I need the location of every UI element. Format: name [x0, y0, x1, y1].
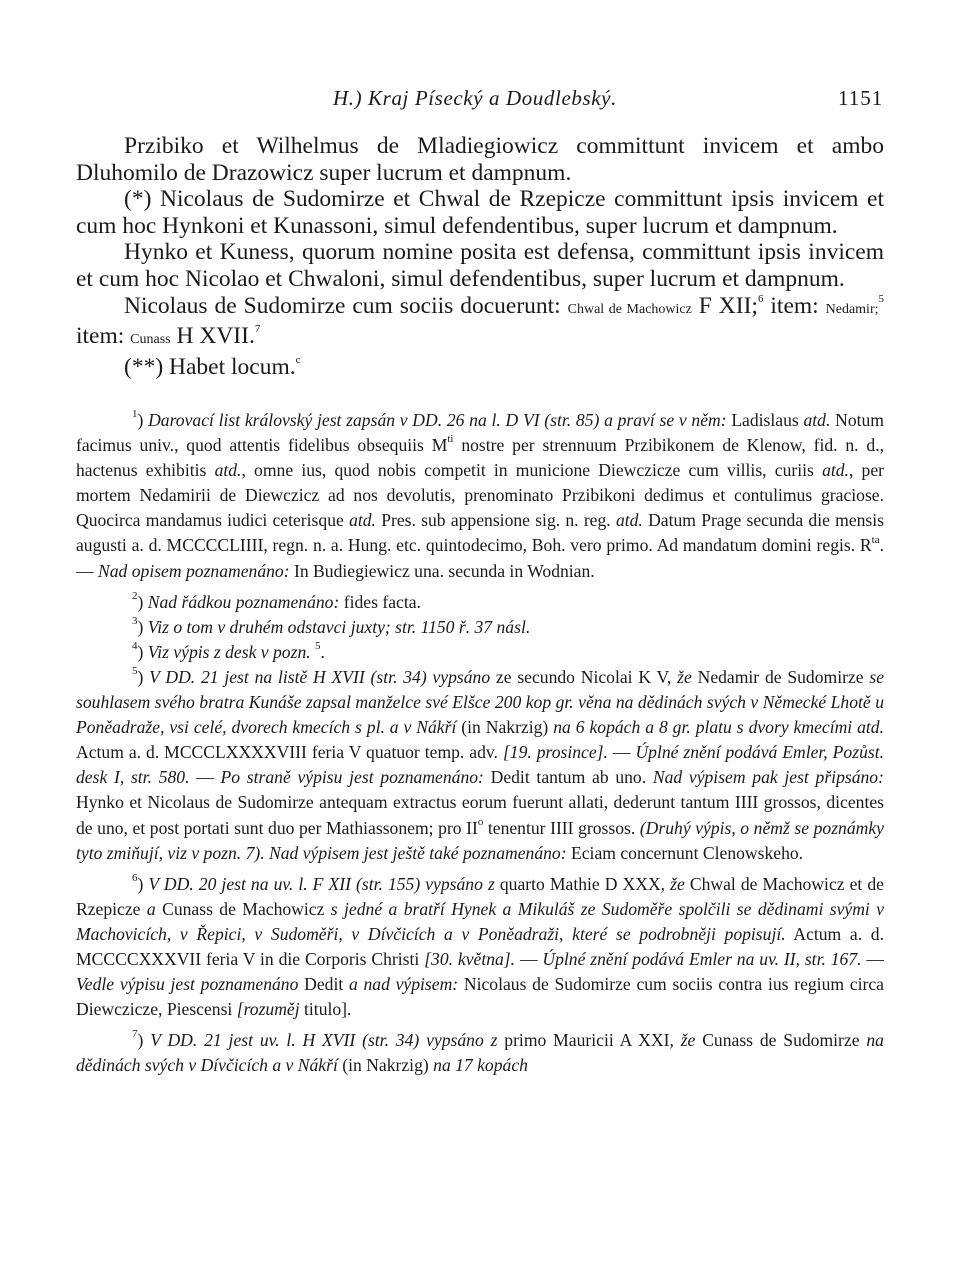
footnote: $^1$) Darovací list královský jest zapsán v DD. 26 na l. D VI (str. 85) a praví se v něm: Ladislaus atd. Notum facimus univ., quod attentis fidelibus obsequiis $M^{ti}$ nostre per strennuum Przibikonem de Klenow, fid. n. d., hactenus exhibitis atd., omne ius, quod nobis competit in municione Diewczicze cum villis, curiis atd., per mortem Nedamirii de Diewczicz ad nos devolutis, prenominato Przibikoni dedimus et contulimus graciose. Quocirca mandamus iudici ceterisque atd. Pres. sub appensione sig. n. reg. atd. Datum Prage secunda die mensis augusti a. d. MCCCCLIIII, regn. n. a. Hung. etc. quintodecimo, Boh. vero primo. Ad mandatum domini regis. $R^{ta}$. — Nad opisem poznamenáno: In Budiegiewicz una. secunda in Wodnian. [76, 408, 885, 581]
footnote: $^5$) V DD. 21 jest na listě H XVII (str. 34) vypsáno ze secundo Nicolai K V, že Nedamir de Sudomirze se souhlasem svého bratra Kunáše zapsal manželce své Elšce 200 kop gr. věna na dědinách svých v Německé Lhotě u Poněadraže, vsi celé, dvorech kmecích s pl. a v Nákří (in Nakrzig) na 6 kopách a 8 gr. platu s dvory kmecími atd. Actum a. d. MCCCLXXXXVIII feria V quatuor temp. adv. [19. prosince]. — Úplné znění podává Emler, Pozůst. desk I, str. 580. — Po straně výpisu jest poznamenáno: Dedit tantum ab uno. Nad výpisem pak jest připsáno: Hynko et Nicolaus de Sudomirze antequam extractus eorum fuerunt allati, dederunt tantum IIII grossos, dicentes de uno, et post portati sunt duo per Mathiassonem; pro $II^o$ tenentur IIII grossos. (Druhý výpis, o němž se poznámky tyto zmiňují, viz v pozn. 7). Nad výpisem jest ještě také poznamenáno: Eciam concernunt Clenowskeho. [76, 665, 885, 863]
footnote-ref: 6 [757, 292, 764, 305]
note-text: Datum Prage secunda die mensis augusti a. d. MCCCCLIIII, regn. n. a. Hung. etc. quintodecimo, Boh. vero primo. Ad mandatum domini regis. R [76, 510, 885, 556]
main-text [76, 133, 884, 380]
paragraph [76, 354, 884, 381]
note-text: primo Mauricii A XXI, [504, 1030, 674, 1051]
note-text: , omne ius, quod nobis competit in municione Diewczicze cum villis, curiis [241, 460, 814, 481]
name-note: Chwal de Machowicz [567, 301, 692, 317]
footnote-ref: 7 [254, 323, 261, 336]
note-text: Pres. sub appensione sig. n. reg. [381, 510, 611, 531]
note-comment: Nad opisem poznamenáno: [98, 560, 290, 581]
note-comment: V DD. 21 jest uv. l. H XVII (str. 34) vypsáno z [150, 1030, 498, 1051]
note-text: , per mortem Nedamirii de Diewczicz ad nos devolutis, prenominato Przibikoni dedimus et contulimus graciose. Quocirca mandamus iudici ceterisque [76, 460, 885, 531]
paragraph [76, 133, 884, 186]
note-comment: atd. [615, 510, 643, 531]
note-comment: že [677, 666, 692, 687]
name-note: Cunass [130, 332, 171, 348]
footnote: $^4$) Viz výpis z desk v pozn. $^5$. [132, 639, 325, 662]
note-text: Dedit [304, 974, 344, 995]
note-text: Cunass de Sudomirze [702, 1030, 860, 1051]
footnote-ref: 5 [878, 292, 884, 305]
note-comment: (Druhý výpis, o němž se poznámky tyto zmiňují, viz v pozn. 7). Nad výpisem jest ještě také poznamenáno: [76, 817, 884, 863]
note-text: — [519, 948, 538, 969]
paragraph-text: item: [76, 323, 125, 350]
footnote-mark: 7 [132, 1028, 138, 1041]
note-text: — [196, 767, 214, 788]
note-text: Actum a. d. MCCCCXXXVII feria V in die Corporis Christi [76, 923, 884, 969]
note-comment: [19. prosince]. [502, 742, 608, 763]
note-comment: Nad výpisem pak jest připsáno: [652, 767, 884, 788]
paragraph-text: item: [770, 292, 819, 319]
footnotes [76, 408, 884, 1078]
note-text: Notum facimus univ., quod attentis fidelibus obsequiis M [76, 410, 884, 456]
note-comment: Viz výpis z desk v pozn. [147, 641, 311, 662]
note-text: Cunass de Machowicz [162, 898, 325, 919]
note-comment: a [146, 898, 156, 919]
footnote-mark: 2 [132, 589, 138, 602]
note-text: In Budiegiewicz una. secunda in Wodnian. [293, 560, 595, 581]
note-text: Actum a. d. MCCCLXXXXVIII feria V quatuor temp. adv. [76, 742, 498, 763]
footnote: $^2$) Nad řádkou poznamenáno: fides facta. [132, 589, 421, 612]
paragraph [76, 239, 884, 292]
paragraph [76, 186, 884, 239]
footnote: $^6$) V DD. 20 jest na uv. l. F XII (str. 155) vypsáno z quarto Mathie D XXX, že Chwal de Machowicz et de Rzepicze a Cunass de Machowicz s jedné a bratří Hynek a Mikuláš ze Sudoměře spolčili se dědinami svými v Machovicích, v Řepici, v Sudoměři, v Dívčicích a v Poněadraži, které se podrobněji popisují. Actum a. d. MCCCCXXXVII feria V in die Corporis Christi [30. května]. — Úplné znění podává Emler na uv. II, str. 167. — Vedle výpisu jest poznamenáno Dedit a nad výpisem: Nicolaus de Sudomirze cum sociis contra ius regium circa Diewczicze, Piescensi [rozuměj titulo]. [76, 871, 884, 1020]
note-text: (in Nakrzig) [342, 1055, 429, 1076]
note-text: ze secundo Nicolai K V, [495, 666, 672, 687]
note-text: . [320, 641, 325, 662]
note-text: — [612, 742, 631, 763]
superscript: ta [871, 533, 880, 546]
footnote: $^3$) Viz o tom v druhém odstavci juxty; str. 1150 ř. 37 násl. [132, 614, 531, 637]
note-comment: Úplné znění podává Emler, Pozůst. desk I, str. 580. [76, 742, 884, 788]
page-header [0, 86, 960, 116]
note-text: quarto Mathie D XXX, [499, 873, 666, 894]
note-text: Ladislaus [731, 410, 799, 430]
note-comment: [rozuměj [236, 999, 300, 1020]
note-comment: atd. [349, 510, 376, 531]
register-ref: H XVII. [176, 323, 255, 350]
note-comment: atd. [803, 410, 831, 430]
running-title: H.) Kraj Písecký a Doudlebský. [333, 86, 617, 110]
note-comment: se souhlasem svého bratra Kunáše zapsal manželce své Elšce 200 kop gr. věna na dědinách svých v Německé Lhotě u Poněadraže, vsi celé, dvorech kmecích s pl. a v Nákří [76, 666, 885, 738]
paragraph [76, 293, 884, 354]
superscript: 5 [315, 639, 321, 652]
note-text: Nicolaus de Sudomirze cum sociis contra ius regium circa Diewczicze, Piescensi [76, 974, 884, 1020]
note-comment: V DD. 20 jest na uv. l. F XII (str. 155) vypsáno z [148, 873, 495, 894]
superscript: o [477, 815, 484, 828]
paragraph-text: Hynko et Kuness, quorum nomine posita est defensa, committunt ipsis invicem et cum hoc Nicolao et Chwaloni, simul defendentibus, super lucrum et dampnum. [76, 239, 884, 292]
note-comment: na 17 kopách [433, 1055, 528, 1076]
note-comment: že [680, 1030, 696, 1051]
footnote-mark: 5 [132, 665, 138, 678]
note-comment: Darovací list královský jest zapsán v DD. 26 na l. D VI (str. 85) a praví se v něm: [148, 410, 727, 430]
note-text: — [866, 948, 884, 969]
note-text: Chwal de Machowicz et de Rzepicze [76, 873, 884, 919]
note-comment: že [670, 873, 685, 894]
note-text: (in Nakrzig) [461, 717, 549, 738]
paragraph-text: Nicolaus de Sudomirze cum sociis docuerunt: [124, 292, 561, 319]
note-comment: Nad řádkou poznamenáno: [147, 591, 340, 612]
note-comment: Po straně výpisu jest poznamenáno: [220, 767, 484, 788]
paragraph-text: (*) Nicolaus de Sudomirze et Chwal de Rzepicze committunt ipsis invicem et cum hoc Hynkoni et Kunassoni, simul defendentibus, super lucrum et dampnum. [76, 186, 884, 239]
note-comment: s jedné a bratří Hynek a Mikuláš ze Sudoměře spolčili se dědinami svými v Machovicích, v Řepici, v Sudoměři, v Dívčicích a v Poněadraži, které se podrobněji popisují. [76, 898, 884, 944]
page-number: 1151 [838, 86, 884, 110]
note-text: Hynko et Nicolaus de Sudomirze antequam extractus eorum fuerunt allati, dederunt tantum IIII grossos, dicentes de uno, et post portati sunt duo per Mathiassonem; pro II [76, 792, 884, 838]
register-ref: F XII; [698, 292, 758, 319]
paragraph-text: Przibiko et Wilhelmus de Mladiegiowicz committunt invicem et ambo Dluhomilo de Drazowicz super lucrum et dampnum. [76, 133, 884, 186]
note-comment: atd. [214, 460, 242, 481]
paragraph-text: (**) Habet locum. [124, 353, 296, 380]
note-text: titulo]. [304, 999, 352, 1020]
note-comment: atd. [822, 460, 849, 481]
note-text: tenentur IIII grossos. [487, 817, 636, 838]
note-comment: V DD. 21 jest na listě H XVII (str. 34) vypsáno [149, 666, 491, 687]
note-text: Dedit tantum ab uno. [490, 767, 647, 788]
note-text: Nedamir de Sudomirze [697, 666, 864, 687]
note-comment: na 6 kopách a 8 gr. platu s dvory kmecími atd. [553, 717, 884, 738]
superscript: ti [447, 433, 454, 446]
footnote: $^7$) V DD. 21 jest uv. l. H XVII (str. 34) vypsáno z primo Mauricii A XXI, že Cunass de Sudomirze na dědinách svých v Dívčicích a v Nákří (in Nakrzig) na 17 kopách [76, 1028, 884, 1076]
note-text: Eciam concernunt Clenowskeho. [571, 842, 804, 863]
note-comment: na dědinách svých v Dívčicích a v Nákří [76, 1030, 884, 1076]
footnote-mark: 1 [132, 408, 138, 421]
note-comment: Vedle výpisu jest poznamenáno [76, 974, 299, 995]
note-text: fides facta. [343, 591, 421, 612]
footnote-mark: 4 [132, 639, 138, 652]
note-comment: Úplné znění podává Emler na uv. II, str. 167. [542, 948, 862, 969]
footnote-mark: 6 [132, 871, 138, 884]
note-comment: [30. května]. [424, 948, 516, 969]
footnote-ref: c [295, 353, 301, 366]
note-comment: Viz o tom v druhém odstavci juxty; str. 1150 ř. 37 násl. [147, 616, 531, 637]
note-text: . — [76, 535, 884, 581]
name-note: Nedamir; [825, 301, 879, 317]
note-comment: a nad výpisem: [348, 974, 459, 995]
footnote-mark: 3 [132, 614, 138, 627]
note-text: nostre per strennuum Przibikonem de Klenow, fid. n. d., hactenus exhibitis [76, 435, 884, 481]
